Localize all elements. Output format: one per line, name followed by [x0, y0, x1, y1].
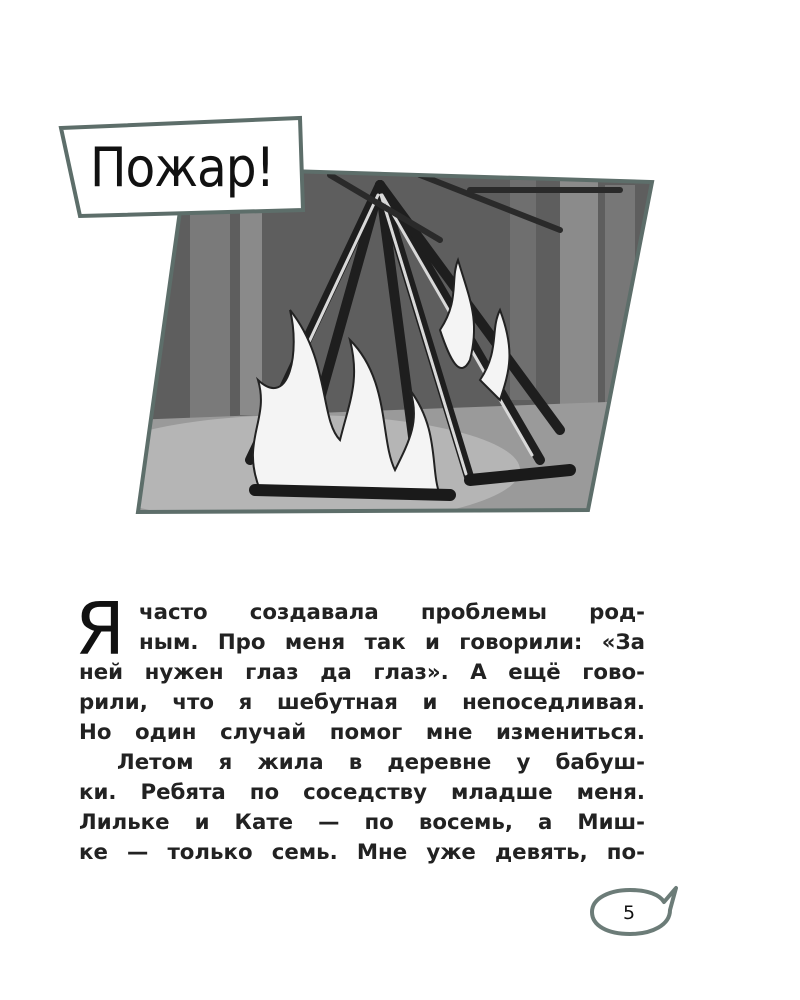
paragraph-2: [79, 748, 645, 868]
text-line: ки. Ребята по соседству младше меня.: [79, 780, 645, 805]
text-line: Но один случай помог мне измениться.: [79, 720, 645, 745]
text-line: рили, что я шебутная и непоседливая.: [79, 690, 645, 715]
story-text: [75, 587, 645, 868]
chapter-title: Пожар!: [89, 135, 275, 199]
page-number: 5: [622, 902, 636, 924]
drop-cap: Я: [75, 587, 126, 671]
text-line: ным. Про меня так и говорили: «За: [139, 630, 645, 655]
text-line: ней нужен глаз да глаз». А ещё гово-: [79, 660, 645, 685]
text-line: часто создавала проблемы род-: [139, 600, 645, 625]
text-line: Летом я жила в деревне у бабуш-: [117, 750, 645, 775]
text-line: ке — только семь. Мне уже девять, по-: [79, 840, 645, 865]
text-line: Лильке и Кате — по восемь, а Миш-: [79, 810, 645, 835]
paragraph-1: [75, 587, 645, 748]
